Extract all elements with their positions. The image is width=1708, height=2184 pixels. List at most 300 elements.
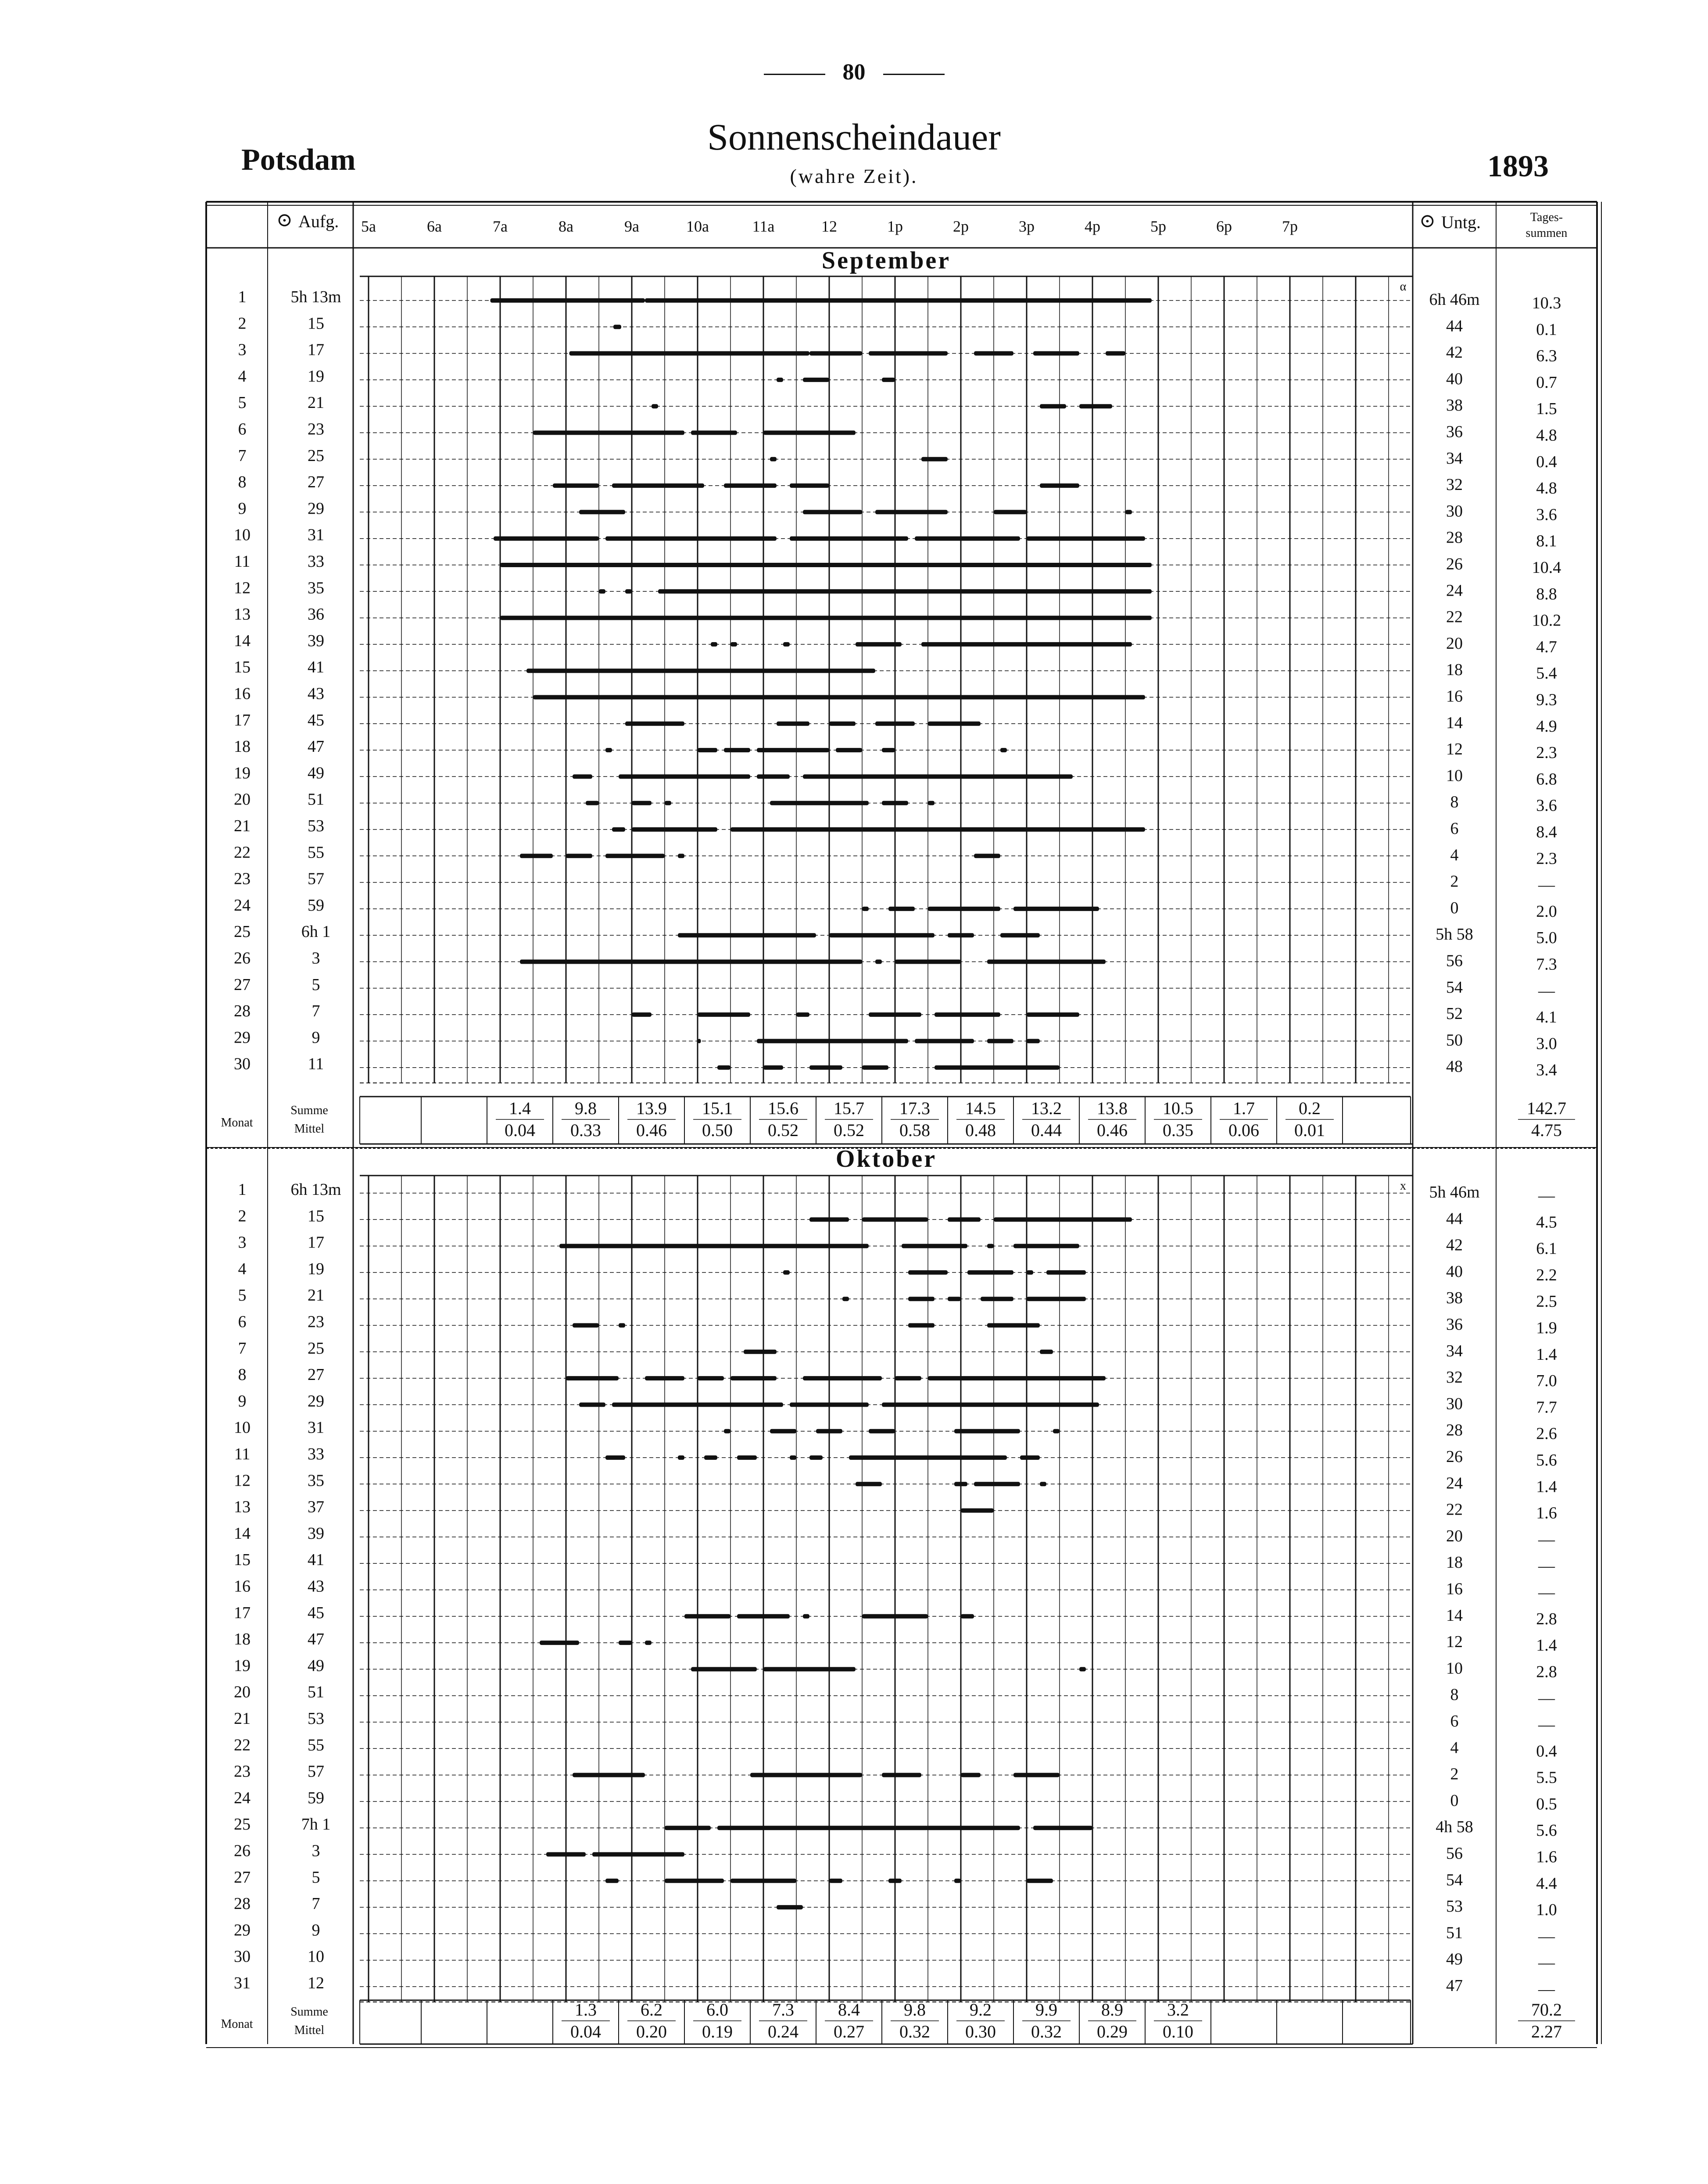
daily-total: — [1538, 1557, 1555, 1576]
sunshine-trace [803, 1614, 809, 1619]
sunshine-trace [908, 1323, 935, 1328]
sunset-time: 40 [1446, 369, 1463, 388]
sunrise-time: 17 [308, 1233, 324, 1252]
daily-total: 4.9 [1536, 717, 1557, 736]
hourly-sum: 9.8 [904, 2000, 926, 2020]
sunshine-trace [961, 1773, 981, 1777]
sunset-time: 18 [1446, 661, 1463, 679]
hourly-sum: 14.5 [965, 1098, 996, 1118]
daily-total: 9.3 [1536, 690, 1557, 709]
sunshine-trace [586, 801, 599, 805]
sunshine-trace [1013, 1773, 1060, 1777]
sunrise-time: 53 [308, 1709, 324, 1728]
sunshine-trace [763, 431, 856, 435]
sunshine-trace [573, 774, 592, 779]
sunshine-trace [678, 1455, 684, 1460]
sunshine-trace [915, 1039, 974, 1043]
day-number: 19 [234, 1656, 251, 1675]
day-number: 29 [234, 1921, 251, 1940]
sunrise-time: 57 [308, 1762, 324, 1781]
sunshine-trace [1027, 1270, 1033, 1275]
sunshine-trace [875, 722, 915, 726]
daily-total: — [1538, 1689, 1555, 1708]
daily-total: — [1538, 981, 1555, 1000]
day-number: 3 [238, 1233, 247, 1252]
sunset-time: 8 [1450, 1685, 1459, 1704]
day-number: 5 [238, 1286, 247, 1305]
sunset-time: 56 [1446, 951, 1463, 970]
sunset-time: 6h 46m [1429, 290, 1480, 309]
sunshine-trace [954, 1429, 1020, 1433]
sunshine-trace [948, 1297, 961, 1301]
sunshine-trace [961, 1614, 974, 1619]
sunshine-trace [994, 1217, 1132, 1222]
hourly-mean: 0.48 [965, 1120, 996, 1140]
daily-total: 7.3 [1536, 955, 1557, 974]
daily-total: 1.6 [1536, 1848, 1557, 1866]
month-sum: 70.2 [1531, 2000, 1562, 2020]
sum-label: Summe [290, 1104, 328, 1117]
daily-total: 4.5 [1536, 1213, 1557, 1232]
sunset-time: 28 [1446, 1421, 1463, 1440]
month-mean: 2.27 [1531, 2022, 1562, 2041]
hourly-mean: 0.52 [834, 1120, 864, 1140]
sunset-time: 16 [1446, 687, 1463, 706]
sunshine-trace [770, 1429, 796, 1433]
day-number: 7 [238, 446, 247, 465]
sunshine-trace [724, 748, 750, 752]
sunshine-trace [645, 1641, 652, 1645]
sunrise-time: 7 [312, 1002, 320, 1021]
sunshine-trace [948, 1217, 981, 1222]
sunshine-trace [678, 933, 816, 937]
sunshine-trace [974, 351, 1013, 356]
daily-total: 3.6 [1536, 505, 1557, 524]
daily-total: 3.6 [1536, 796, 1557, 815]
hour-label: 11a [752, 218, 775, 235]
sunshine-trace [882, 378, 895, 382]
day-number: 10 [234, 1418, 251, 1437]
sunshine-trace [665, 1826, 711, 1830]
day-number: 23 [234, 1762, 251, 1781]
sunrise-time: 7h 1 [301, 1815, 331, 1834]
daily-total: 1.0 [1536, 1901, 1557, 1919]
sunset-time: 5h 58 [1436, 925, 1473, 944]
sunshine-trace [730, 827, 1145, 832]
sunrise-time: 27 [308, 473, 324, 492]
sunset-time: 22 [1446, 608, 1463, 626]
sunshine-trace [987, 960, 1106, 964]
station-name: Potsdam [241, 143, 356, 177]
hour-label: 6p [1216, 218, 1232, 235]
sunset-time: 32 [1446, 1368, 1463, 1387]
daily-sum-header: Tages- [1530, 211, 1563, 224]
day-number: 24 [234, 896, 251, 915]
hourly-mean: 0.01 [1294, 1120, 1325, 1140]
sunset-time: 4 [1450, 1738, 1459, 1757]
sunrise-time: 43 [308, 1577, 324, 1596]
sunshine-trace [619, 1641, 632, 1645]
hour-label: 5a [361, 218, 376, 235]
daily-total: 5.0 [1536, 929, 1557, 947]
sunrise-time: 33 [308, 1445, 324, 1463]
daily-total: 10.2 [1532, 611, 1561, 630]
sunset-time: 48 [1446, 1057, 1463, 1076]
sunshine-trace [809, 1065, 842, 1070]
daily-total: 10.4 [1532, 558, 1561, 577]
day-number: 16 [234, 684, 251, 703]
daily-total: 4.8 [1536, 479, 1557, 498]
daily-total: 8.4 [1536, 823, 1557, 841]
mean-label: Mittel [294, 1122, 325, 1136]
sunshine-trace [954, 1879, 961, 1883]
sunshine-trace [803, 1376, 882, 1380]
hourly-sum: 1.4 [509, 1098, 531, 1118]
hourly-mean: 0.24 [768, 2022, 798, 2041]
month-label: Monat [221, 1116, 253, 1130]
sunshine-trace [935, 1065, 1060, 1070]
sunrise-time: 15 [308, 1207, 324, 1226]
sunshine-trace [974, 1482, 1020, 1486]
day-number: 2 [238, 1207, 247, 1226]
sunshine-trace [856, 1482, 882, 1486]
sunrise-time: 55 [308, 1736, 324, 1755]
sunrise-time: 17 [308, 340, 324, 359]
hourly-sum: 0.2 [1299, 1098, 1321, 1118]
sunshine-trace [566, 854, 592, 858]
month-label: Monat [221, 2017, 253, 2031]
sunrise-time: 41 [308, 658, 324, 677]
hourly-mean: 0.27 [834, 2022, 864, 2041]
sunrise-time: 33 [308, 552, 324, 571]
hourly-sum: 9.8 [575, 1098, 597, 1118]
day-number: 22 [234, 843, 251, 862]
sunshine-trace [790, 483, 829, 488]
hour-label: 5p [1150, 218, 1166, 235]
sunshine-trace [1040, 404, 1066, 408]
sunset-time: 56 [1446, 1844, 1463, 1863]
mean-label: Mittel [294, 2023, 325, 2037]
sunrise-time: 27 [308, 1365, 324, 1384]
daily-total: 1.5 [1536, 400, 1557, 418]
sunshine-trace [579, 1402, 605, 1407]
hourly-sum: 9.9 [1035, 2000, 1057, 2020]
hourly-mean: 0.44 [1031, 1120, 1062, 1140]
sunshine-trace [790, 536, 908, 541]
sunshine-trace [612, 1402, 783, 1407]
sunset-time: 4h 58 [1436, 1818, 1473, 1837]
sunshine-trace [566, 1376, 619, 1380]
year-label: 1893 [1487, 150, 1549, 183]
sunrise-time: 7 [312, 1894, 320, 1913]
sunrise-time: 39 [308, 631, 324, 650]
daily-total: 5.6 [1536, 1451, 1557, 1469]
sunshine-trace [790, 1455, 796, 1460]
sunset-time: 30 [1446, 502, 1463, 521]
sunshine-trace [605, 854, 665, 858]
sunshine-trace [829, 722, 856, 726]
sunshine-trace [862, 1217, 928, 1222]
sunset-time: 4 [1450, 846, 1459, 865]
sunshine-trace [875, 960, 882, 964]
sunset-time: 52 [1446, 1004, 1463, 1023]
sunset-time: 6 [1450, 1712, 1459, 1730]
sunshine-trace [1027, 1012, 1079, 1017]
sunshine-trace [612, 483, 704, 488]
daily-total: 7.0 [1536, 1372, 1557, 1390]
sunshine-trace [730, 1376, 777, 1380]
day-number: 8 [238, 1365, 247, 1384]
day-number: 8 [238, 473, 247, 492]
sunrise-time: 12 [308, 1974, 324, 1992]
sunshine-trace [1040, 1482, 1046, 1486]
sunshine-trace [730, 1879, 796, 1883]
sunshine-trace [665, 1879, 724, 1883]
day-number: 18 [234, 1630, 251, 1649]
hourly-sum: 6.2 [641, 2000, 662, 2020]
sunshine-trace [908, 1270, 948, 1275]
sunset-time: 0 [1450, 1791, 1459, 1810]
sunrise-time: 9 [312, 1028, 320, 1047]
month-title: September [821, 247, 951, 274]
hourly-sum: 13.9 [636, 1098, 667, 1118]
sunrise-time: 39 [308, 1524, 324, 1543]
hourly-mean: 0.20 [636, 2022, 667, 2041]
sunshine-trace [1106, 351, 1125, 356]
sunshine-trace [625, 722, 684, 726]
sunrise-time: 49 [308, 1656, 324, 1675]
sunrise-time: 25 [308, 446, 324, 465]
sunrise-time: 31 [308, 525, 324, 544]
sunrise-time: 43 [308, 684, 324, 703]
sunshine-trace [520, 960, 862, 964]
sunrise-time: 21 [308, 393, 324, 412]
sunshine-trace [777, 378, 783, 382]
sunshine-trace [698, 1039, 701, 1043]
sunshine-trace [875, 510, 948, 514]
sunshine-trace [573, 1323, 599, 1328]
sunshine-trace [987, 1244, 994, 1248]
sunshine-trace [974, 854, 1000, 858]
sunshine-trace [1000, 748, 1007, 752]
daily-total: 2.8 [1536, 1662, 1557, 1681]
day-number: 17 [234, 711, 251, 729]
daily-total: — [1538, 1927, 1555, 1946]
sunset-time: 20 [1446, 1526, 1463, 1545]
corner-mark: x [1400, 1179, 1406, 1193]
sunshine-trace [678, 854, 684, 858]
day-number: 22 [234, 1736, 251, 1755]
sunshine-trace [777, 722, 809, 726]
sunrise-time: 36 [308, 605, 324, 624]
sunshine-trace [783, 642, 790, 647]
sunset-time: 24 [1446, 581, 1463, 600]
sunset-time: 22 [1446, 1500, 1463, 1519]
sunset-time: 34 [1446, 449, 1463, 468]
sunrise-time: 19 [308, 1259, 324, 1278]
hour-label: 3p [1019, 218, 1035, 235]
sunshine-trace [494, 536, 599, 541]
sunshine-trace [770, 457, 777, 461]
sunshine-trace [882, 801, 908, 805]
sunshine-trace [921, 457, 948, 461]
day-number: 3 [238, 340, 247, 359]
daily-total: 0.4 [1536, 1742, 1557, 1761]
daily-total: 1.9 [1536, 1319, 1557, 1337]
sunrise-time: 19 [308, 367, 324, 386]
sunset-time: 38 [1446, 1289, 1463, 1308]
sunshine-trace [882, 748, 895, 752]
daily-total: 1.4 [1536, 1345, 1557, 1364]
day-number: 17 [234, 1603, 251, 1622]
day-number: 30 [234, 1054, 251, 1073]
sunrise-time: 3 [312, 949, 320, 968]
daily-total: 0.5 [1536, 1794, 1557, 1813]
sunset-time: 54 [1446, 1870, 1463, 1889]
sunshine-trace [1040, 1350, 1053, 1354]
day-number: 1 [238, 288, 247, 306]
sunrise-time: 23 [308, 1312, 324, 1331]
sunset-time: 30 [1446, 1394, 1463, 1413]
day-number: 25 [234, 1815, 251, 1834]
sunshine-trace [684, 1614, 730, 1619]
day-number: 4 [238, 367, 247, 386]
sunrise-time: 45 [308, 711, 324, 729]
sunshine-trace [836, 748, 862, 752]
daily-total: 1.6 [1536, 1504, 1557, 1523]
day-number: 26 [234, 949, 251, 968]
daily-total: 0.7 [1536, 373, 1557, 392]
sunshine-trace [981, 1297, 1013, 1301]
sunrise-time: 5h 13m [290, 288, 341, 306]
sunrise-time: 37 [308, 1498, 324, 1516]
sunset-time: 42 [1446, 1236, 1463, 1255]
sunshine-trace [888, 1879, 902, 1883]
sunshine-trace [790, 1402, 869, 1407]
day-number: 18 [234, 737, 251, 756]
sunshine-trace [882, 1773, 921, 1777]
daily-total: 10.3 [1532, 294, 1561, 312]
sunrise-time: 35 [308, 1471, 324, 1490]
hour-label: 9a [624, 218, 639, 235]
day-number: 23 [234, 869, 251, 888]
hourly-sum: 6.0 [706, 2000, 728, 2020]
sunshine-trace [842, 1297, 849, 1301]
day-number: 27 [234, 1868, 251, 1887]
sunshine-trace [1033, 351, 1079, 356]
sunrise-time: 31 [308, 1418, 324, 1437]
sunshine-trace [908, 1297, 935, 1301]
sunset-time: 16 [1446, 1580, 1463, 1598]
sunset-time: 44 [1446, 317, 1463, 336]
hourly-mean: 0.10 [1163, 2022, 1193, 2041]
sunrise-time: 51 [308, 1683, 324, 1701]
sunshine-trace [613, 325, 621, 329]
day-number: 10 [234, 525, 251, 544]
sunshine-trace [783, 1270, 790, 1275]
day-number: 20 [234, 790, 251, 809]
sunshine-trace [724, 1429, 730, 1433]
daily-total: 7.7 [1536, 1398, 1557, 1417]
sunshine-trace [757, 1039, 908, 1043]
daily-total: 4.7 [1536, 637, 1557, 656]
daily-total: 6.1 [1536, 1239, 1557, 1258]
sunshine-trace [895, 960, 961, 964]
daily-total: — [1538, 1530, 1555, 1549]
sunshine-trace [737, 1455, 757, 1460]
day-number: 4 [238, 1259, 247, 1278]
daily-total: 1.4 [1536, 1477, 1557, 1496]
sunrise-time: 45 [308, 1603, 324, 1622]
page-number: 80 [0, 59, 1708, 85]
sunshine-trace [816, 1429, 842, 1433]
sunshine-trace [1079, 1667, 1086, 1671]
sunshine-trace [928, 722, 981, 726]
daily-total: 5.4 [1536, 664, 1557, 683]
day-number: 9 [238, 1392, 247, 1411]
sunshine-trace [1000, 933, 1040, 937]
sunset-time: 12 [1446, 740, 1463, 759]
hourly-mean: 0.06 [1228, 1120, 1259, 1140]
sunshine-trace [1013, 907, 1099, 911]
sunset-time: 40 [1446, 1262, 1463, 1281]
daily-total: 0.1 [1536, 320, 1557, 339]
sunrise-time: 11 [308, 1054, 324, 1073]
hourly-mean: 0.33 [570, 1120, 601, 1140]
sunshine-trace [1013, 1244, 1079, 1248]
day-number: 31 [234, 1974, 251, 1992]
sunshine-trace [533, 695, 1145, 700]
sunshine-trace [724, 483, 777, 488]
sunrise-time: 49 [308, 764, 324, 783]
hour-label: 7a [493, 218, 508, 235]
day-number: 12 [234, 1471, 251, 1490]
sunshine-trace [652, 404, 658, 408]
sunshine-trace [809, 1455, 823, 1460]
sunset-time: 26 [1446, 1448, 1463, 1466]
daily-total: 5.5 [1536, 1768, 1557, 1787]
sunshine-trace [829, 1879, 842, 1883]
sunshine-trace [928, 907, 1000, 911]
sunshine-trace [520, 854, 553, 858]
sunshine-trace [757, 774, 790, 779]
sunshine-trace [605, 1879, 619, 1883]
hourly-mean: 0.46 [636, 1120, 667, 1140]
sunset-time: 51 [1446, 1923, 1463, 1942]
sunshine-trace [612, 827, 625, 832]
sunrise-time: 9 [312, 1921, 320, 1940]
hour-label: 4p [1085, 218, 1100, 235]
sunshine-trace [796, 1012, 809, 1017]
daily-total: 6.8 [1536, 770, 1557, 789]
sunrise-time: 15 [308, 314, 324, 333]
sunshine-trace [763, 1065, 783, 1070]
sunshine-trace [605, 1455, 625, 1460]
hour-label: 2p [953, 218, 969, 235]
sunrise-time: 51 [308, 790, 324, 809]
sunshine-trace [809, 1217, 849, 1222]
hourly-mean: 0.04 [505, 1120, 535, 1140]
sunset-time: 42 [1446, 343, 1463, 362]
sunset-time: 34 [1446, 1341, 1463, 1360]
day-number: 6 [238, 1312, 247, 1331]
daily-total: — [1538, 876, 1555, 894]
daily-total: — [1538, 1187, 1555, 1205]
sunrise-time: 57 [308, 869, 324, 888]
day-number: 16 [234, 1577, 251, 1596]
sunshine-trace [895, 1376, 921, 1380]
sunrise-time: 59 [308, 1788, 324, 1807]
